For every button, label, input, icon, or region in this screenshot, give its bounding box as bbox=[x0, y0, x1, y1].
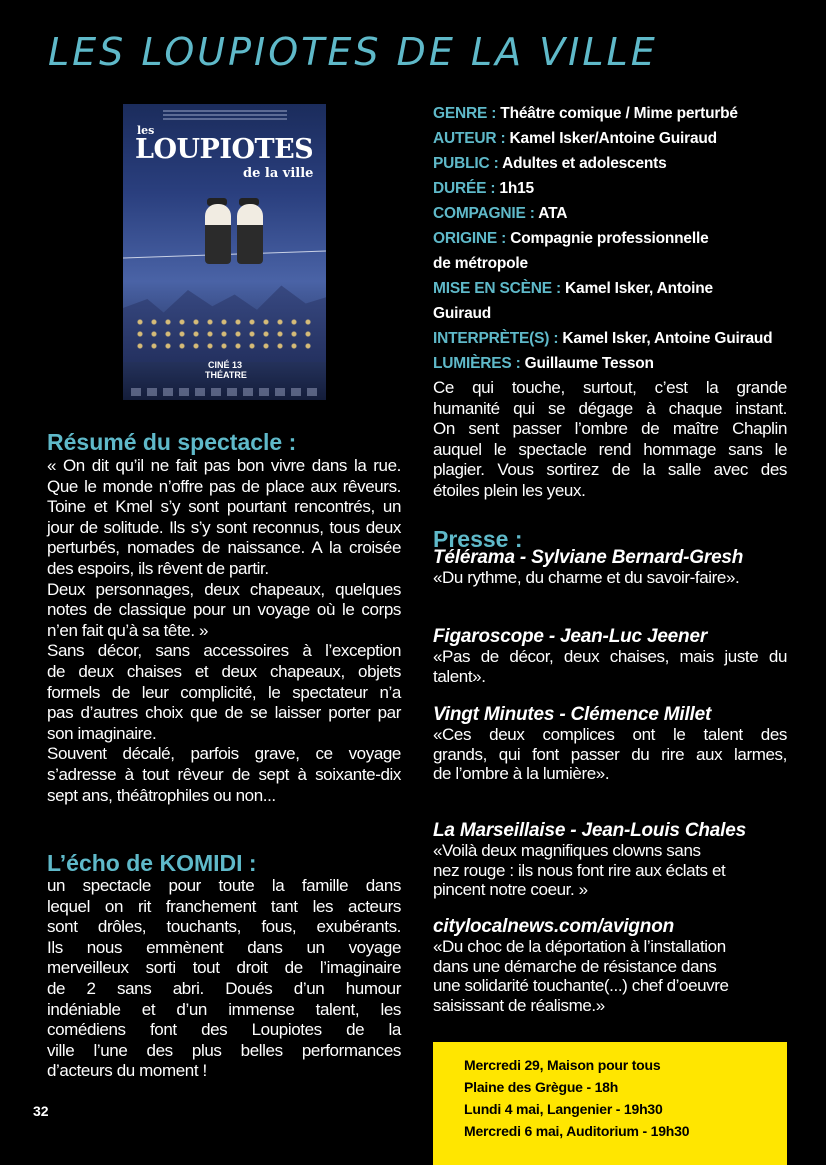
press-quote bbox=[433, 725, 787, 784]
press-source: Télérama - Sylviane Bernard-Gresh bbox=[433, 547, 744, 568]
poster-title-sub: de la ville bbox=[243, 166, 314, 181]
text-line: On sent passer l’ombre de maître Chaplin bbox=[433, 419, 787, 439]
info-label: MISE EN SCÈNE : bbox=[433, 280, 561, 297]
info-row bbox=[433, 176, 787, 201]
echo-line: indéniable et d’un immense talent, les bbox=[47, 999, 401, 1019]
resume-line: notes de classique pour un voyage où le corps bbox=[47, 600, 401, 620]
resume-heading: Résumé du spectacle : bbox=[47, 429, 297, 455]
press-item bbox=[433, 548, 787, 588]
resume-line: des espoirs, ils rêvent de partir. bbox=[47, 558, 269, 578]
resume-line: « On dit qu’il ne fait pas bon vivre dans la rue. bbox=[47, 456, 401, 475]
echo-line: merveilleux sorti tout droit de l’imaginaire bbox=[47, 958, 401, 978]
info-value: Kamel Isker, Antoine Guiraud bbox=[558, 330, 773, 347]
text-line: Ce qui touche, surtout, c’est la grande bbox=[433, 378, 787, 397]
text-line: plagier. Vous sortirez de la salle avec des bbox=[433, 460, 787, 480]
press-quote bbox=[433, 568, 787, 588]
info-label: GENRE : bbox=[433, 105, 497, 122]
press-quote bbox=[433, 937, 787, 1015]
info-label: INTERPRÈTE(S) : bbox=[433, 330, 559, 347]
presse-heading: Presse : bbox=[433, 526, 523, 552]
info-label: PUBLIC : bbox=[433, 155, 499, 172]
resume-line: son imaginaire. bbox=[47, 723, 157, 743]
press-source: La Marseillaise - Jean-Louis Chales bbox=[433, 820, 746, 841]
resume-line: Sans décor, sans accessoires à l’exception bbox=[47, 641, 401, 661]
show-poster-image bbox=[123, 104, 326, 400]
text-line: humanité qui se dégage à chaque instant. bbox=[433, 398, 787, 418]
resume-line: s’adresse à tout rêveur de sept à soixante-dix bbox=[47, 764, 401, 784]
performance-date-line: Plaine des Grègue - 18h bbox=[464, 1079, 619, 1095]
resume-line: jour de solitude. Ils s’y sont reconnus, tous deux bbox=[47, 517, 401, 537]
info-label: DURÉE : bbox=[433, 180, 496, 197]
info-label: COMPAGNIE : bbox=[433, 205, 535, 222]
info-value: Guillaume Tesson bbox=[520, 355, 654, 372]
info-value: Compagnie professionnelle bbox=[506, 230, 709, 247]
info-label: AUTEUR : bbox=[433, 130, 506, 147]
echo-line: un spectacle pour toute la famille dans bbox=[47, 876, 401, 895]
echo-text bbox=[47, 876, 401, 1082]
info-value: Kamel Isker, Antoine bbox=[560, 280, 713, 297]
press-source: citylocalnews.com/avignon bbox=[433, 916, 675, 937]
press-source: Figaroscope - Jean-Luc Jeener bbox=[433, 626, 708, 647]
press-item bbox=[433, 917, 787, 1015]
press-quote-line: saisissant de réalisme.» bbox=[433, 995, 605, 1015]
performance-dates-box bbox=[433, 1042, 787, 1165]
info-value: ATA bbox=[534, 205, 568, 222]
info-label: ORIGINE : bbox=[433, 230, 507, 247]
page-number: 32 bbox=[33, 1103, 49, 1119]
press-quote-line: nez rouge : ils nous font rire aux éclats et bbox=[433, 860, 726, 880]
press-item bbox=[433, 705, 787, 784]
resume-line: perturbés, nomades de naissance. A la croisée bbox=[47, 538, 401, 558]
poster-title-les: les bbox=[137, 124, 155, 137]
info-row bbox=[433, 201, 787, 226]
page-title: LES LOUPIOTES DE LA VILLE bbox=[48, 30, 658, 74]
press-quote-line: «Du rythme, du charme et du savoir-faire». bbox=[433, 568, 740, 587]
info-row bbox=[433, 101, 787, 126]
info-value: Kamel Isker/Antoine Guiraud bbox=[505, 130, 717, 147]
poster-venue: CINÉ 13 THÉATRE bbox=[205, 360, 247, 380]
performance-date-line: Mercredi 29, Maison pour tous bbox=[464, 1057, 661, 1073]
info-row-continued bbox=[433, 301, 787, 326]
performance-date-line: Mercredi 6 mai, Auditorium - 19h30 bbox=[464, 1123, 690, 1139]
press-quote-line: une solidarité touchante(...) chef d’oeuvre bbox=[433, 976, 729, 995]
echo-line: sont drôles, touchants, fous, exubérants. bbox=[47, 917, 401, 937]
press-quote-line: talent». bbox=[433, 666, 486, 686]
echo-line: d’acteurs du moment ! bbox=[47, 1061, 207, 1081]
poster-city-lights bbox=[133, 316, 316, 352]
echo-line: comédiens font des Loupiotes de la bbox=[47, 1020, 401, 1040]
resume-line: n’en fait qu’à sa tête. » bbox=[47, 620, 209, 640]
press-quote-line: grands, qui font passer du rire aux larmes, bbox=[433, 744, 787, 764]
text-line: étoiles plein les yeux. bbox=[433, 480, 586, 500]
resume-section bbox=[47, 429, 401, 806]
poster-figure-left bbox=[205, 204, 231, 264]
press-source: Vingt Minutes - Clémence Millet bbox=[433, 704, 712, 725]
resume-line: Deux personnages, deux chapeaux, quelques bbox=[47, 579, 401, 599]
resume-text bbox=[47, 456, 401, 806]
resume-line: pas d’autres choix que de se laisser porter par bbox=[47, 703, 401, 723]
press-quote bbox=[433, 647, 787, 686]
echo-heading: L’écho de KOMIDI : bbox=[47, 850, 257, 876]
info-row bbox=[433, 351, 787, 376]
press-quote-line: «Voilà deux magnifiques clowns sans bbox=[433, 841, 701, 860]
press-quote-line: pincent notre coeur. » bbox=[433, 880, 588, 899]
show-info-list bbox=[433, 101, 787, 376]
echo-line: Ils nous emmènent dans un voyage bbox=[47, 937, 401, 957]
info-row bbox=[433, 126, 787, 151]
resume-line: Souvent décalé, parfois grave, ce voyage bbox=[47, 744, 401, 764]
info-label: LUMIÈRES : bbox=[433, 355, 521, 372]
echo-line: lequel on rit franchement tant les acteurs bbox=[47, 896, 401, 916]
press-quote-line: «Pas de décor, deux chaises, mais juste du bbox=[433, 647, 787, 666]
info-value: Adultes et adolescents bbox=[498, 155, 667, 172]
resume-line: de deux chaises et deux chapeaux, objets bbox=[47, 661, 401, 681]
poster-footer bbox=[131, 388, 318, 396]
press-item bbox=[433, 821, 787, 900]
info-value: Théâtre comique / Mime perturbé bbox=[496, 105, 738, 122]
press-quote-line: «Du choc de la déportation à l’installation bbox=[433, 937, 726, 956]
info-row bbox=[433, 276, 787, 301]
press-quote-line: de l’ombre à la lumière». bbox=[433, 764, 610, 783]
echo-line: ville l’une des plus belles performances bbox=[47, 1040, 401, 1060]
info-value: Guiraud bbox=[433, 305, 492, 322]
press-quote-line: dans une démarche de résistance dans bbox=[433, 956, 717, 976]
echo-line: de 2 sans abri. Doués d’un humour bbox=[47, 978, 401, 998]
info-value: de métropole bbox=[433, 255, 528, 272]
press-quote-line: «Ces deux complices ont le talent des bbox=[433, 725, 787, 744]
resume-line: Toine et Kmel s’y sont pourtant rencontrés, un bbox=[47, 497, 401, 517]
echo-section bbox=[47, 850, 401, 1082]
info-row-continued bbox=[433, 251, 787, 276]
info-value: 1h15 bbox=[495, 180, 534, 197]
review-paragraph bbox=[433, 378, 787, 502]
poster-title-main: LOUPIOTES bbox=[135, 134, 314, 165]
resume-line: Que le monde n’offre pas de place aux rêveurs. bbox=[47, 476, 401, 496]
performance-date-line: Lundi 4 mai, Langenier - 19h30 bbox=[464, 1101, 663, 1117]
info-row bbox=[433, 226, 787, 251]
press-item bbox=[433, 627, 787, 686]
poster-figure-right bbox=[237, 204, 263, 264]
text-line: auquel le spectacle rend hommage sans le bbox=[433, 439, 787, 459]
poster-credits bbox=[163, 110, 287, 122]
info-row bbox=[433, 151, 787, 176]
resume-line: formels de leur complicité, le spectateur n’a bbox=[47, 682, 401, 702]
resume-line: sept ans, théâtrophiles ou non... bbox=[47, 785, 276, 805]
info-row bbox=[433, 326, 787, 351]
press-quote bbox=[433, 841, 787, 900]
